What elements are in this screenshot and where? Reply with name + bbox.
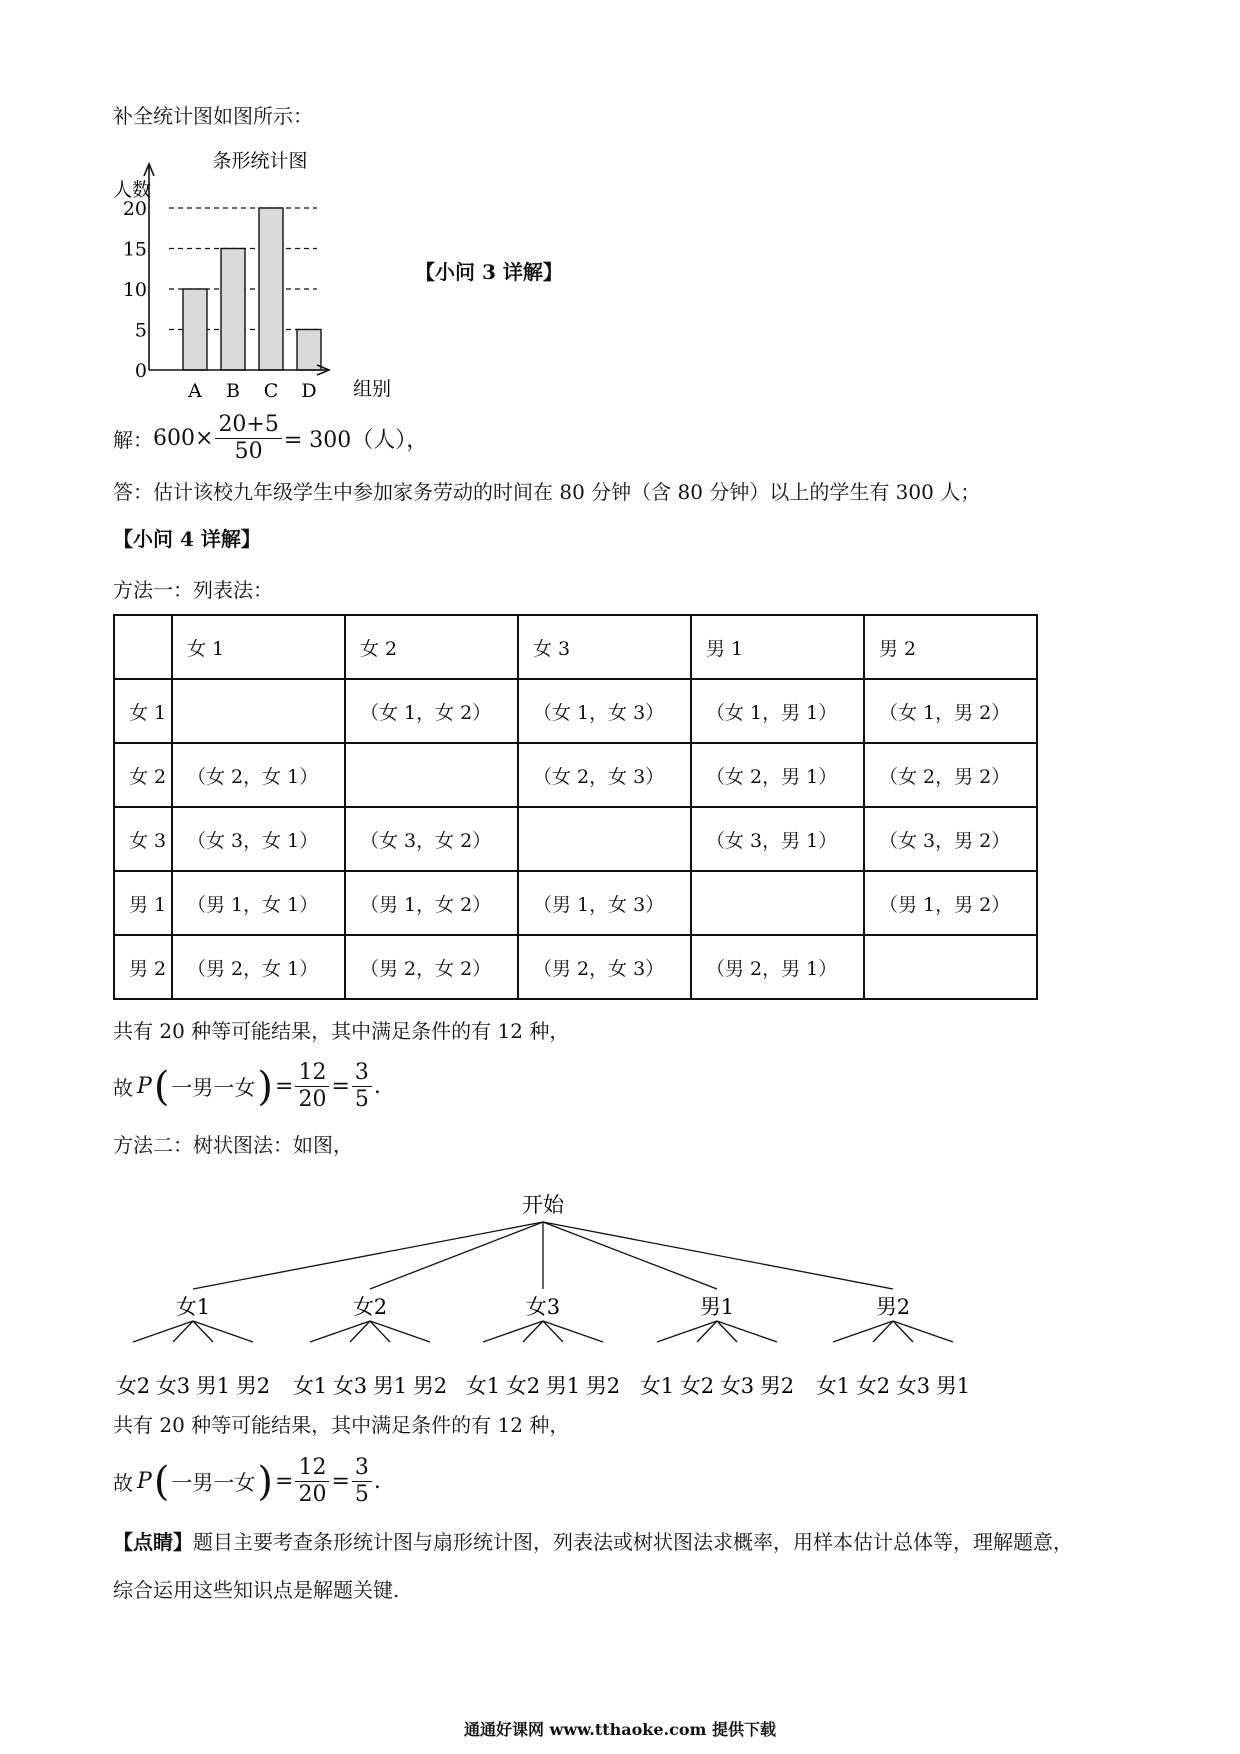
tree-leaf-label: 女3: [155, 1374, 191, 1398]
row-label-cell: 女 2: [114, 743, 172, 807]
bar-chart: [105, 140, 405, 400]
tree-leaf-label: 女1: [815, 1374, 851, 1398]
x-tick-label: C: [263, 380, 279, 402]
paren-open: (: [153, 1458, 170, 1505]
tree-leaf-label: 女2: [115, 1374, 151, 1398]
header-cell: 男 1: [691, 615, 864, 679]
tree-edge: [893, 1321, 953, 1342]
tree-edge: [193, 1222, 543, 1289]
comment-line-1: [113, 1530, 1073, 1554]
equals-sign: =: [275, 1469, 294, 1494]
comment-line-2: 综合运用这些知识点是解题关键.: [113, 1578, 400, 1602]
frac-a-den: 20: [298, 1482, 327, 1507]
tree-branch-label: 女2: [352, 1295, 388, 1319]
paren-close: ): [257, 1458, 274, 1505]
table-cell: （女 2，女 1）: [172, 743, 345, 807]
summary-1: 共有 20 种等可能结果，其中满足条件的有 12 种，: [113, 1019, 570, 1043]
table-row: [114, 935, 1037, 999]
prob-fraction-a: [295, 1455, 329, 1508]
tree-leaf-label: 女1: [292, 1374, 328, 1398]
tree-leaf-label: 女2: [679, 1374, 715, 1398]
chart-title: 条形统计图: [212, 150, 308, 172]
q3-fraction: [215, 412, 281, 465]
prob-fraction-a: [295, 1060, 329, 1113]
table-cell: （男 1，女 1）: [172, 871, 345, 935]
header-cell: 女 1: [172, 615, 345, 679]
paren-open: (: [153, 1063, 170, 1110]
y-tick-label: 20: [122, 198, 147, 220]
row-label-cell: 女 1: [114, 679, 172, 743]
tree-leaf-label: 男1: [545, 1374, 581, 1398]
table-row: [114, 679, 1037, 743]
y-tick-label: 15: [122, 238, 147, 261]
table-row: [114, 871, 1037, 935]
prob-symbol: P: [137, 1469, 152, 1494]
tree-leaf-label: 男1: [372, 1374, 408, 1398]
frac-a-num: 12: [295, 1060, 329, 1087]
equals-sign: =: [331, 1469, 350, 1494]
probability-2: [113, 1455, 381, 1508]
frac-b-den: 5: [354, 1087, 369, 1112]
x-tick-label: B: [226, 380, 240, 402]
frac-a-num: 12: [295, 1455, 329, 1482]
tree-edge: [310, 1321, 370, 1342]
prob-symbol: P: [137, 1074, 152, 1099]
prob-lead: 故: [113, 1471, 133, 1495]
tree-edge: [483, 1321, 543, 1342]
bar-A: [183, 289, 207, 370]
frac-b-den: 5: [354, 1482, 369, 1507]
tree-branch-label: 女3: [525, 1295, 561, 1319]
tree-leaf-label: 女2: [505, 1374, 541, 1398]
header-cell: [114, 615, 172, 679]
q3-denominator: 50: [234, 439, 263, 464]
prob-event: 一男一女: [171, 1075, 256, 1100]
x-tick-label: D: [301, 380, 317, 402]
tree-leaf-label: 男1: [935, 1374, 971, 1398]
table-cell: （女 2，女 3）: [518, 743, 691, 807]
table-cell: （男 1，女 2）: [345, 871, 518, 935]
tree-edge: [543, 1321, 603, 1342]
bar-B: [221, 249, 245, 371]
table-cell: [345, 743, 518, 807]
tree-leaf-label: 男2: [585, 1374, 621, 1398]
method2-text: 方法二：树状图法：如图，: [113, 1133, 353, 1157]
table-cell: （男 2，女 2）: [345, 935, 518, 999]
table-cell: （女 2，男 2）: [864, 743, 1037, 807]
table-cell: （女 3，男 2）: [864, 807, 1037, 871]
row-label-cell: 女 3: [114, 807, 172, 871]
equals-sign: =: [331, 1074, 350, 1099]
period: .: [373, 1074, 381, 1099]
table-cell: [691, 871, 864, 935]
tree-edge: [657, 1321, 717, 1342]
comment-label: 【点睛】: [113, 1530, 193, 1554]
table-cell: （女 1，女 2）: [345, 679, 518, 743]
tree-branch-label: 男1: [699, 1295, 735, 1319]
paren-close: ): [257, 1063, 274, 1110]
x-tick-label: A: [188, 380, 202, 402]
tree-leaf-label: 男2: [759, 1374, 795, 1398]
tree-leaf-label: 女3: [719, 1374, 755, 1398]
tree-diagram: [0, 1180, 1240, 1400]
q3-numerator: 20+5: [215, 412, 281, 439]
header-cell: 女 3: [518, 615, 691, 679]
table-cell: [864, 935, 1037, 999]
table-cell: （女 3，女 2）: [345, 807, 518, 871]
table-row: [114, 743, 1037, 807]
table-cell: （女 2，男 1）: [691, 743, 864, 807]
y-tick-label: 0: [134, 360, 147, 382]
tree-leaf-label: 女3: [332, 1374, 368, 1398]
prob-fraction-b: [352, 1455, 372, 1508]
page-footer: 通通好课网 www.tthaoke.com 提供下载: [463, 1720, 777, 1739]
tree-leaf-label: 女3: [895, 1374, 931, 1398]
table-cell: （男 2，男 1）: [691, 935, 864, 999]
table-cell: （男 2，女 3）: [518, 935, 691, 999]
row-label-cell: 男 1: [114, 871, 172, 935]
bar-C: [259, 208, 283, 370]
table-header-row: [114, 615, 1037, 679]
row-label-cell: 男 2: [114, 935, 172, 999]
tree-edge: [833, 1321, 893, 1342]
q4-heading: 【小问 4 详解】: [113, 527, 261, 551]
table-cell: （男 1，男 2）: [864, 871, 1037, 935]
q3-heading: 【小问 3 详解】: [415, 260, 563, 284]
prob-lead: 故: [113, 1076, 133, 1100]
table-row: [114, 807, 1037, 871]
frac-b-num: 3: [352, 1455, 372, 1482]
header-cell: 男 2: [864, 615, 1037, 679]
q3-mult: 600×: [153, 426, 214, 451]
q3-prefix: 解：: [113, 428, 153, 452]
prob-event: 一男一女: [171, 1470, 256, 1495]
bar-D: [297, 330, 321, 371]
table-cell: （女 3，女 1）: [172, 807, 345, 871]
tree-leaf-label: 男2: [412, 1374, 448, 1398]
q3-solution: [113, 412, 428, 465]
tree-leaf-label: 女2: [855, 1374, 891, 1398]
table-cell: （男 1，女 3）: [518, 871, 691, 935]
chart-xlabel: 组别: [353, 378, 392, 400]
frac-a-den: 20: [298, 1087, 327, 1112]
tree-branch-label: 女1: [175, 1295, 211, 1319]
y-tick-label: 5: [134, 319, 147, 342]
tree-edge: [543, 1222, 893, 1289]
tree-edge: [370, 1321, 430, 1342]
table-cell: （男 2，女 1）: [172, 935, 345, 999]
table-cell: （女 1，男 2）: [864, 679, 1037, 743]
table-cell: （女 1，男 1）: [691, 679, 864, 743]
tree-edge: [717, 1321, 777, 1342]
comment-text-1: 题目主要考查条形统计图与扇形统计图，列表法或树状图法求概率，用样本估计总体等，理解题意，: [193, 1530, 1073, 1554]
table-cell: （女 3，男 1）: [691, 807, 864, 871]
tree-root: 开始: [522, 1193, 564, 1217]
tree-edge: [193, 1321, 253, 1342]
summary-2: 共有 20 种等可能结果，其中满足条件的有 12 种，: [113, 1413, 570, 1437]
tree-leaf-label: 女1: [639, 1374, 675, 1398]
equals-sign: =: [275, 1074, 294, 1099]
q3-result: = 300（人），: [283, 428, 429, 453]
y-tick-label: 10: [122, 279, 147, 301]
period: .: [373, 1469, 381, 1494]
table-cell: [518, 807, 691, 871]
tree-leaf-label: 男1: [195, 1374, 231, 1398]
tree-leaf-label: 男2: [235, 1374, 271, 1398]
frac-b-num: 3: [352, 1060, 372, 1087]
tree-branch-label: 男2: [875, 1295, 911, 1319]
tree-edge: [133, 1321, 193, 1342]
tree-edge: [543, 1222, 717, 1289]
q3-answer: 答：估计该校九年级学生中参加家务劳动的时间在 80 分钟（含 80 分钟）以上的学生有 300 人；: [113, 480, 981, 504]
header-cell: 女 2: [345, 615, 518, 679]
tree-leaf-label: 女1: [465, 1374, 501, 1398]
tree-edge: [370, 1222, 543, 1289]
outcome-table: [113, 614, 1038, 1000]
prob-fraction-b: [352, 1060, 372, 1113]
method1-text: 方法一：列表法：: [113, 578, 273, 602]
table-cell: （女 1，女 3）: [518, 679, 691, 743]
chart-ylabel: 人数: [113, 179, 152, 201]
intro-text: 补全统计图如图所示：: [113, 104, 313, 128]
probability-1: [113, 1060, 381, 1113]
table-cell: [172, 679, 345, 743]
